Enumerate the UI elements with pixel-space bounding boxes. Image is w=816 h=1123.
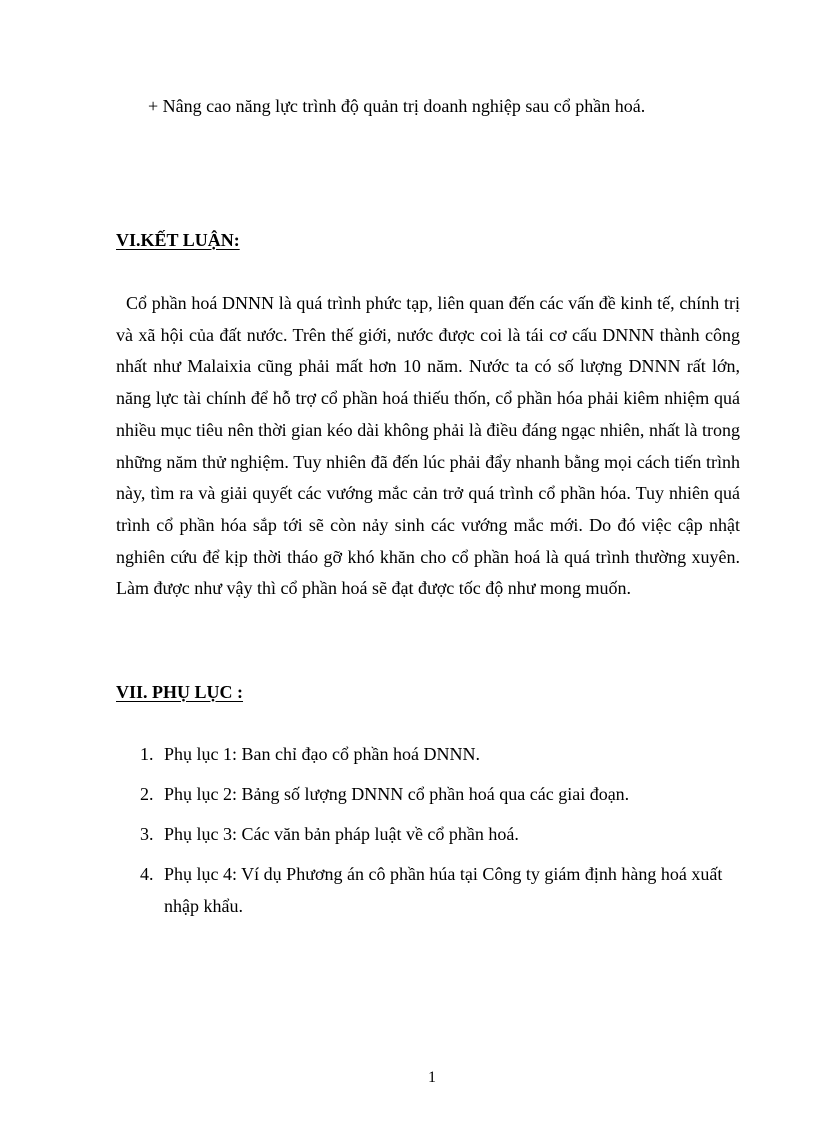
appendix-item-number: 2. [140, 784, 154, 804]
page-number: 1 [428, 1069, 436, 1086]
appendix-item-1 [140, 738, 740, 770]
appendix-item-3 [140, 818, 740, 850]
appendix-item-text: Phụ lục 2: Bảng số lượng DNNN cổ phần hoá qua các giai đoạn. [164, 784, 630, 804]
appendix-item-4 [140, 858, 740, 922]
appendix-item-text: Phụ lục 4: Ví dụ Phương án cô phần húa tại Công ty giám định hàng hoá xuất nhập khẩu. [164, 864, 723, 916]
conclusion-heading: VI.KẾT LUẬN: [116, 230, 240, 250]
appendix-item-number: 3. [140, 824, 154, 844]
appendix-list [140, 738, 740, 930]
appendix-item-number: 4. [140, 864, 154, 884]
appendix-item-text: Phụ lục 1: Ban chỉ đạo cổ phần hoá DNNN. [164, 744, 480, 764]
conclusion-paragraph: Cổ phần hoá DNNN là quá trình phức tạp, liên quan đến các vấn đề kinh tế, chính trị và xã hội của đất nước. Trên thế giới, nước được coi là tái cơ cấu DNNN thành công nhất như Malaixia cũng phải mất hơn 10 năm. Nước ta có số lượng DNNN rất lớn, năng lực tài chính để hỗ trợ cổ phần hoá thiếu thốn, cổ phần hóa phải kiêm nhiệm quá nhiều mục tiêu nên thời gian kéo dài không phải là điều đáng ngạc nhiên, nhất là trong những năm thử nghiệm. Tuy nhiên đã đến lúc phải đẩy nhanh bằng mọi cách tiến trình này, tìm ra và giải quyết các vướng mắc cản trở quá trình cổ phần hóa. Tuy nhiên quá trình cổ phần hóa sắp tới sẽ còn nảy sinh các vướng mắc mới. Do đó việc cập nhật nghiên cứu để kịp thời tháo gỡ khó khăn cho cổ phần hoá là quá trình thường xuyên. Làm được như vậy thì cổ phần hoá sẽ đạt được tốc độ như mong muốn. [116, 293, 740, 599]
appendix-item-number: 1. [140, 744, 154, 764]
appendix-item-2 [140, 778, 740, 810]
appendix-heading: VII. PHỤ LỤC : [116, 682, 244, 702]
intro-bullet-line: + Nâng cao năng lực trình độ quản trị doanh nghiệp sau cổ phần hoá. [148, 96, 646, 116]
appendix-item-text: Phụ lục 3: Các văn bản pháp luật về cổ phần hoá. [164, 824, 519, 844]
